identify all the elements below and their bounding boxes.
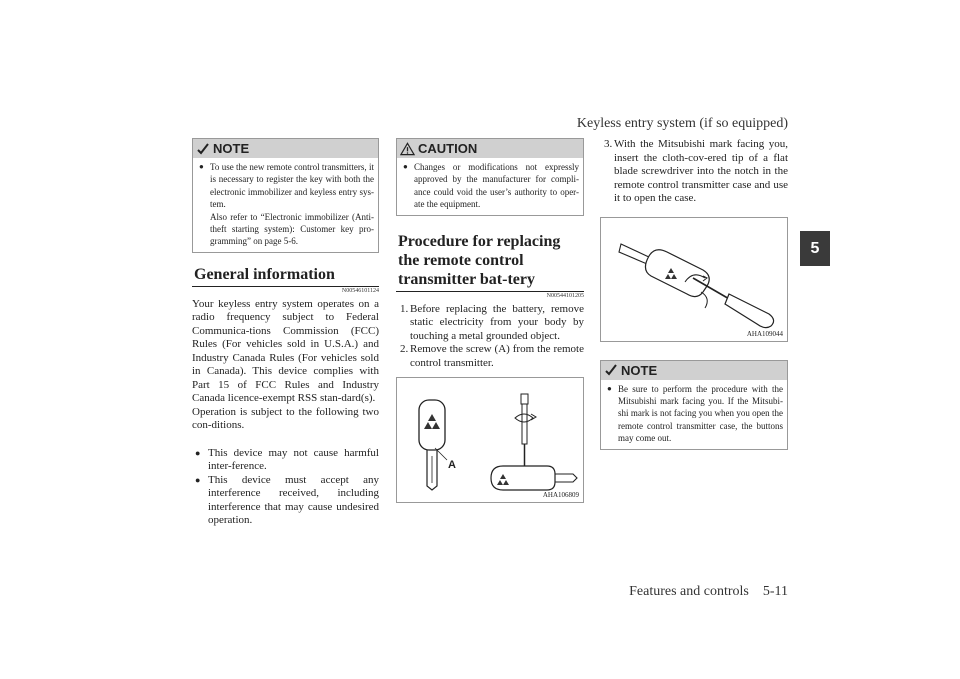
note-body (193, 158, 378, 248)
open-case-illustration (601, 218, 787, 341)
step-item: 3. With the Mitsubishi mark facing you, insert the cloth-cov-ered tip of a flat blade screwdriver into the notch in the remote control transmitter case and use it to open the case. (604, 138, 788, 204)
note-label: NOTE (621, 362, 658, 378)
warning-triangle-icon (400, 142, 415, 156)
chapter-tab: 5 (800, 231, 830, 266)
section-heading: General information (192, 265, 379, 287)
caution-header (397, 139, 583, 158)
note-box (192, 138, 379, 253)
note-box (600, 360, 788, 450)
column-right (600, 138, 788, 450)
note-text: To use the new remote control transmitters, it is necessary to register the key with both the electronic immobilizer and keyless entry sys-tem. (210, 162, 374, 210)
figure-code: AHA106809 (542, 491, 579, 500)
list-item: ● This device may not cause harmful inter-ference. (195, 446, 379, 473)
note-header (193, 139, 378, 158)
bullet-icon: ● (195, 447, 201, 458)
page-footer: Features and controls 5-11 (629, 584, 788, 599)
paragraph-1: Your keyless entry system operates on a radio frequency subject to Federal Communica-tions Commission (FCC) Rules (For vehicles sold in U.S.A.) and Industry Canada Rules (For vehicles sold in Canada). This device complies with Part 15 of FCC Rules and Industry Canada licence-exempt RSS stan-dard(s). (192, 297, 379, 405)
note-body (601, 380, 787, 445)
reference-code: N00544101205 (546, 292, 584, 299)
running-header: Keyless entry system (if so equipped) (576, 116, 788, 131)
bullet-list (192, 447, 379, 528)
step-item: 1. Before replacing the battery, remove static electricity from your body by touching a metal grounded object. (400, 302, 584, 342)
step-item: 2. Remove the screw (A) from the remote control transmitter. (400, 343, 584, 369)
transmitter-screw-illustration (397, 378, 583, 502)
pencil-check-icon (196, 142, 210, 156)
step-list (600, 138, 788, 206)
figure-remove-screw (396, 377, 584, 503)
pencil-check-icon (604, 363, 618, 377)
note-label: NOTE (213, 141, 250, 156)
bullet-icon: ● (195, 474, 201, 485)
note-text-2: Also refer to “Electronic immobilizer (Anti-theft starting system): Customer key pro-gramming” on page 5-6. (210, 211, 374, 247)
section-heading: Procedure for replacing the remote control transmitter bat-tery (396, 232, 584, 292)
step-list (396, 303, 584, 371)
column-middle (396, 138, 584, 503)
reference-code: N00546101124 (341, 287, 379, 294)
caution-text: Changes or modifications not expressly approved by the manufacturer for compli-ance could void the user’s authority to oper-ate the equipment. (414, 162, 579, 210)
caution-body (397, 158, 583, 211)
bullet-icon: ● (607, 383, 612, 393)
column-left (192, 138, 379, 528)
note-header (601, 361, 787, 380)
body-paragraph (192, 298, 379, 433)
caution-box (396, 138, 584, 216)
paragraph-2: Operation is subject to the following two con-ditions. (192, 405, 379, 432)
figure-open-case (600, 217, 788, 342)
note-text: Be sure to perform the procedure with the Mitsubishi mark facing you. If the Mitsubi-shi mark is not facing you when you open the remote control transmitter case, the buttons may come out. (618, 383, 783, 444)
list-item: ● This device must accept any interference received, including interference that may cause undesired operation. (195, 473, 379, 527)
callout-label: A (448, 459, 456, 472)
bullet-icon: ● (403, 162, 408, 171)
caution-label: CAUTION (418, 141, 478, 156)
bullet-icon: ● (199, 162, 204, 171)
figure-code: AHA109044 (746, 329, 783, 338)
